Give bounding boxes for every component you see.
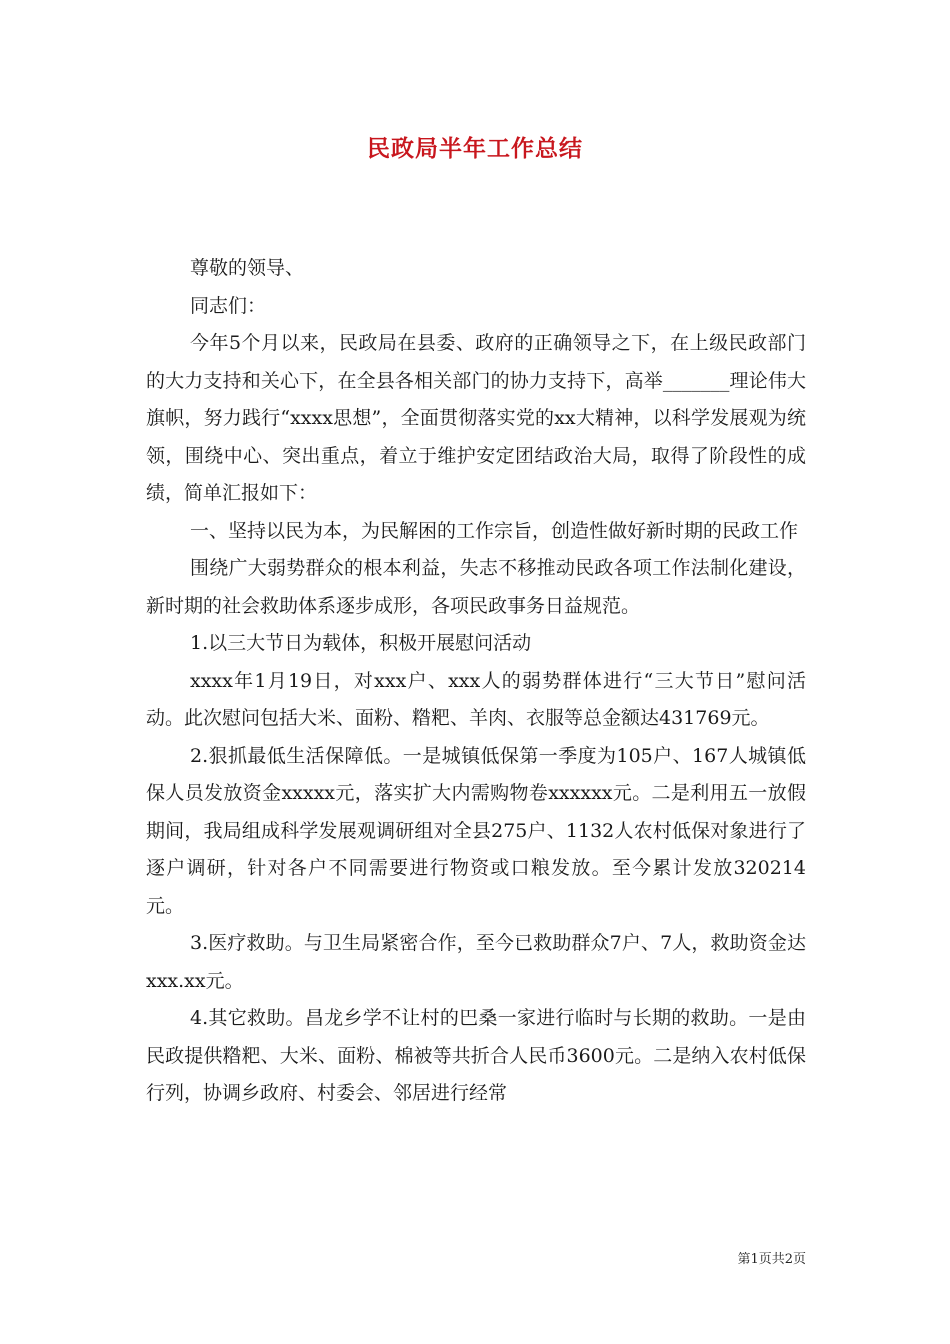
section-1-paragraph: 围绕广大弱势群众的根本利益，失志不移推动民政各项工作法制化建设，新时期的社会救助体系逐步成形，各项民政事务日益规范。 <box>146 557 806 617</box>
salutation-line-2: 同志们： <box>190 294 267 317</box>
page-number-footer: 第1页共2页 <box>737 1252 806 1267</box>
item-2-paragraph: 2.狠抓最低生活保障低。一是城镇低保第一季度为105户、167人城镇低保人员发放资金xxxxx元，落实扩大内需购物卷xxxxxx元。二是利用五一放假期间，我局组成科学发展观调研组对全县275户、1132人农村低保对象进行了逐户调研，针对各户不同需要进行物资或口粮发放。至今累计发放320214元。 <box>146 744 806 917</box>
item-3-paragraph: 3.医疗救助。与卫生局紧密合作，至今已救助群众7户、7人，救助资金达xxx.xx元。 <box>146 932 806 992</box>
item-1-paragraph: xxxx年1月19日，对xxx户、xxx人的弱势群体进行“三大节日”慰问活动。此次慰问包括大米、面粉、糌粑、羊肉、衣服等总金额达431769元。 <box>146 669 806 729</box>
section-heading-1: 一、坚持以民为本，为民解困的工作宗旨，创造性做好新时期的民政工作 <box>190 519 799 542</box>
intro-paragraph: 今年5个月以来，民政局在县委、政府的正确领导之下，在上级民政部门的大力支持和关心下，在全县各相关部门的协力支持下，高举_______理论伟大旗帜，努力践行“xxxx思想”，全面贯彻落实党的xx大精神，以科学发展观为统领，围绕中心、突出重点，着立于维护安定团结政治大局，取得了阶段性的成绩，简单汇报如下： <box>146 332 806 504</box>
document-body <box>146 250 806 1113</box>
item-1-heading: 1.以三大节日为载体，积极开展慰问活动 <box>190 632 532 654</box>
document-title: 民政局半年工作总结 <box>367 136 583 162</box>
item-4-paragraph: 4.其它救助。昌龙乡学不让村的巴桑一家进行临时与长期的救助。一是由民政提供糌粑、大米、面粉、棉被等共折合人民币3600元。二是纳入农村低保行列，协调乡政府、村委会、邻居进行经常 <box>146 1007 806 1104</box>
salutation-line-1: 尊敬的领导、 <box>190 257 305 279</box>
